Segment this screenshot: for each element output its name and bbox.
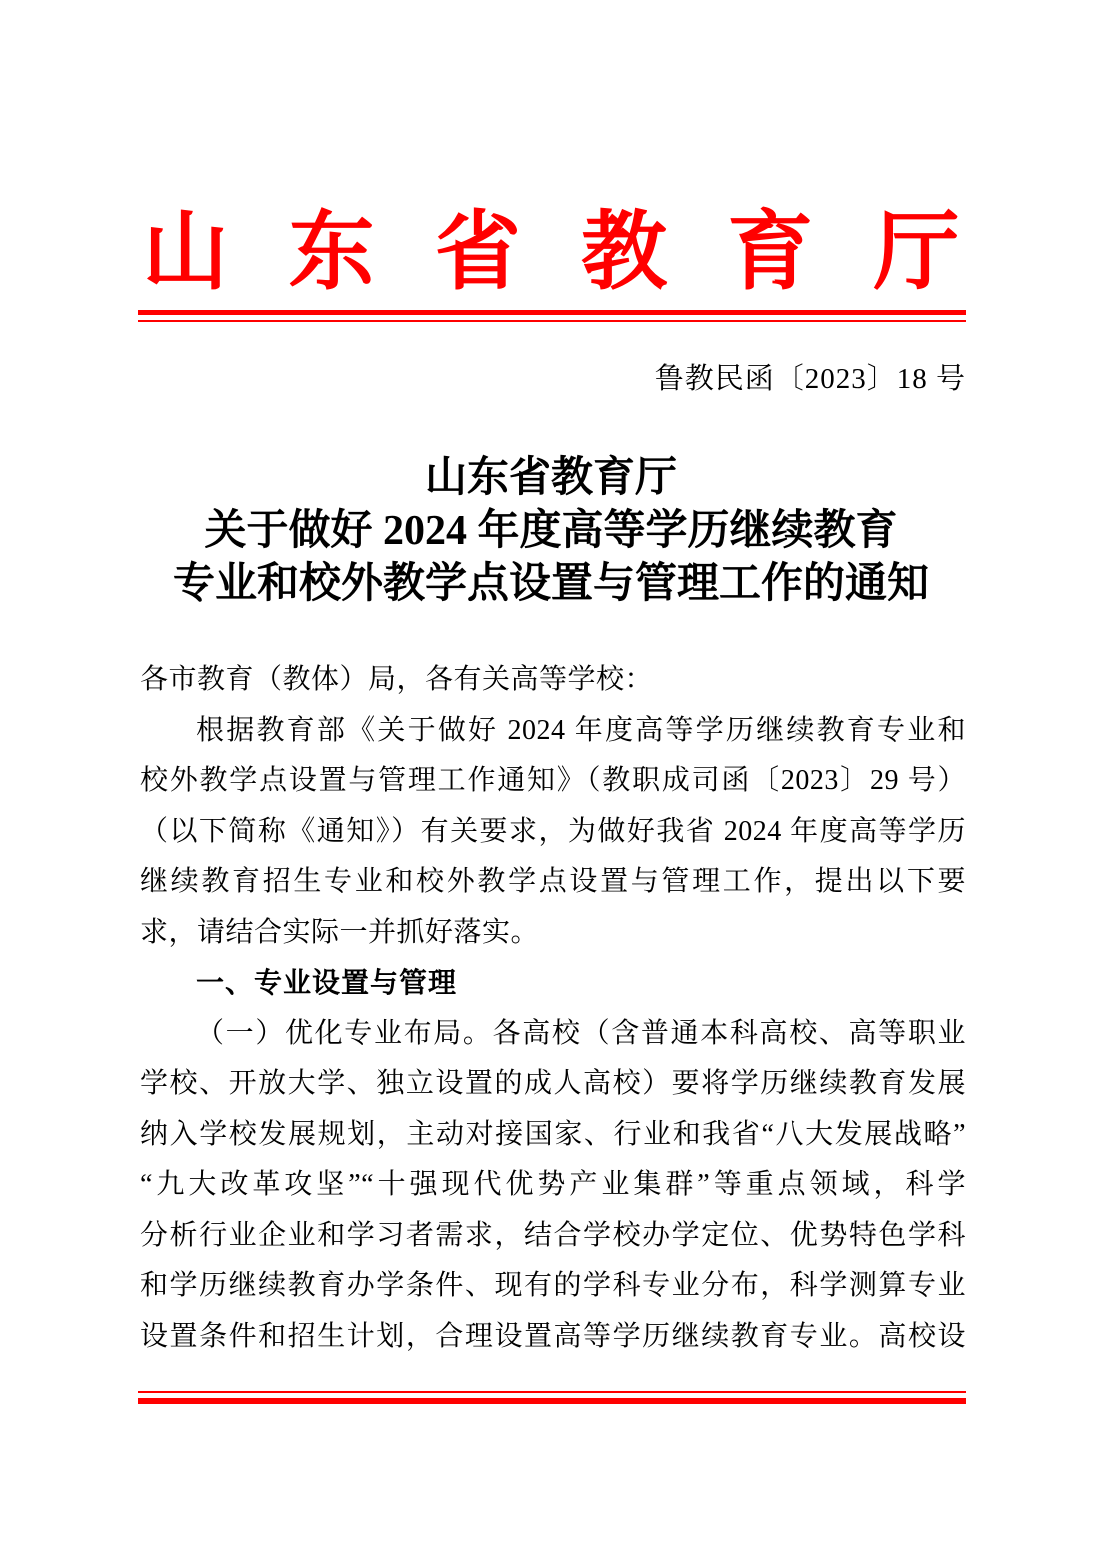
document-number: 鲁教民函〔2023〕18 号 [654,363,966,395]
masthead-rule-thick [138,310,966,315]
body-line: 和学历继续教育办学条件、现有的学科专业分布，科学测算专业 [140,1270,966,1301]
section-heading-1: 一、专业设置与管理 [196,967,458,998]
masthead-rule-thin [138,320,966,322]
footer-rule-thick [138,1398,966,1404]
body-line: 求，请结合实际一并抓好落实。 [140,916,540,948]
body-line: 分析行业企业和学习者需求，结合学校办学定位、优势特色学科 [140,1219,966,1251]
body-line: 纳入学校发展规划，主动对接国家、行业和我省“八大发展战略” [140,1118,966,1150]
footer-rule-thin [138,1391,966,1393]
body-line: （一）优化专业布局。各高校（含普通本科高校、高等职业 [196,1017,966,1049]
body-line: 继续教育招生专业和校外教学点设置与管理工作，提出以下要 [140,866,966,897]
body-line: （以下简称《通知》）有关要求，为做好我省 2024 年度高等学历 [140,815,966,847]
document-body [140,655,966,1362]
document-title-line-3: 专业和校外教学点设置与管理工作的通知 [172,561,929,607]
masthead-agency-name: 山东省教育厅 [142,204,1020,300]
body-line: 学校、开放大学、独立设置的成人高校）要将学历继续教育发展 [140,1068,966,1099]
body-line: “九大改革攻坚”“十强现代优势产业集群”等重点领域，科学 [140,1169,966,1200]
document-title-line-1: 山东省教育厅 [424,455,677,501]
body-line: 校外教学点设置与管理工作通知》（教职成司函〔2023〕29 号） [140,765,966,796]
body-line: 根据教育部《关于做好 2024 年度高等学历继续教育专业和 [196,714,966,746]
document-title-line-2: 关于做好 2024 年度高等学历继续教育 [204,508,898,554]
body-greeting: 各市教育（教体）局，各有关高等学校： [140,664,654,695]
body-line: 设置条件和招生计划，合理设置高等学历继续教育专业。高校设 [140,1320,966,1352]
document-title [0,452,1102,611]
